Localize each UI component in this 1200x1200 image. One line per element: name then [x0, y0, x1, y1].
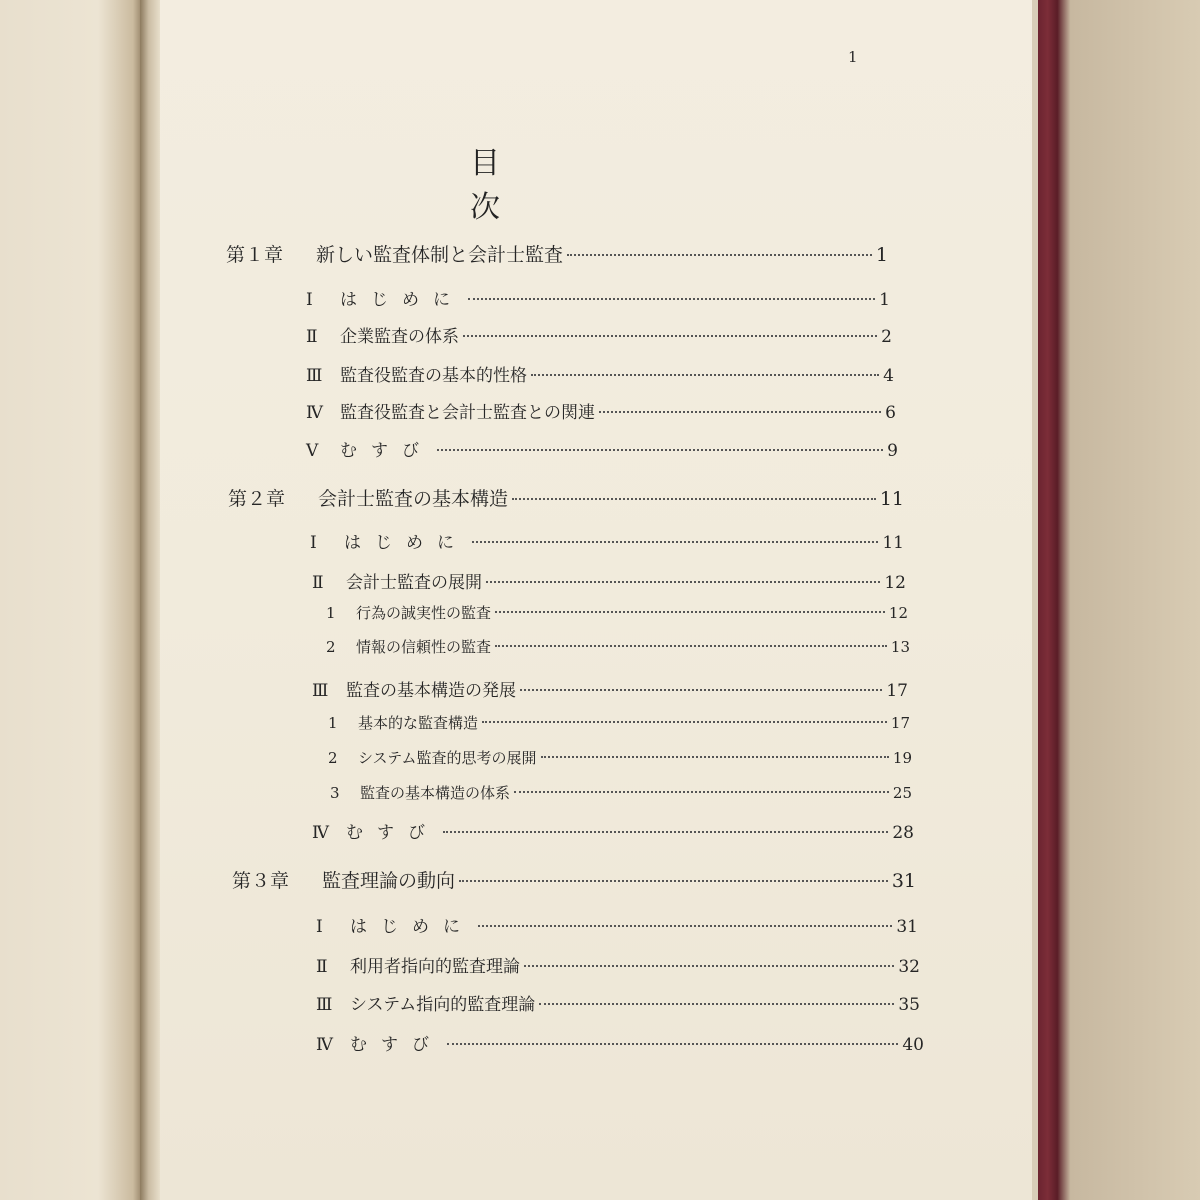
section-number: Ⅳ — [316, 1035, 333, 1055]
dot-leader — [447, 1043, 898, 1045]
page-ref: 32 — [898, 957, 920, 977]
section-number: Ⅳ — [306, 403, 323, 423]
page-ref: 12 — [884, 573, 906, 593]
page-ref: 1 — [879, 290, 890, 310]
toc-section[interactable] — [316, 990, 920, 1015]
section-title: 利用者指向的監査理論 — [350, 957, 520, 977]
page-ref: 40 — [902, 1035, 924, 1055]
dot-leader — [524, 965, 894, 967]
page-ref: 13 — [890, 638, 910, 656]
page-ref: 28 — [892, 823, 914, 843]
subsection-title: 基本的な監査構造 — [358, 714, 479, 732]
dot-leader — [443, 831, 888, 833]
section-number: Ⅱ — [312, 573, 324, 593]
section-title: 監査役監査と会計士監査との関連 — [340, 403, 595, 423]
dot-leader — [567, 254, 872, 256]
subsection-number: 3 — [330, 784, 340, 802]
subsection-number: 1 — [326, 604, 336, 622]
toc-title: 目 次 — [470, 146, 658, 225]
dot-leader — [468, 298, 875, 300]
dot-leader — [495, 645, 887, 647]
section-number: Ⅰ — [310, 533, 317, 553]
toc-section[interactable] — [306, 398, 896, 423]
section-number: Ⅱ — [316, 957, 328, 977]
toc-section[interactable] — [312, 676, 908, 701]
subsection-title: システム監査的思考の展開 — [358, 749, 537, 767]
toc-subsection[interactable] — [326, 602, 908, 623]
section-title: システム指向的監査理論 — [350, 995, 536, 1015]
toc-section[interactable] — [316, 912, 918, 937]
left-page — [0, 0, 140, 1200]
section-title: 監査の基本構造の発展 — [346, 681, 516, 701]
dot-leader — [486, 581, 880, 583]
dot-leader — [599, 411, 881, 413]
toc-subsection[interactable] — [328, 747, 912, 768]
toc-chapter[interactable] — [226, 240, 888, 267]
toc-section[interactable] — [306, 322, 892, 347]
subsection-title: 監査の基本構造の体系 — [360, 784, 511, 802]
chapter-number: 第１章 — [226, 244, 284, 266]
section-number: Ⅱ — [306, 327, 318, 347]
dot-leader — [541, 756, 889, 758]
page-ref: 25 — [892, 784, 912, 802]
dot-leader — [463, 335, 877, 337]
section-title: むすび — [350, 1035, 443, 1055]
toc-section[interactable] — [306, 436, 898, 461]
section-title: 企業監査の体系 — [340, 327, 459, 347]
section-title: はじめに — [350, 917, 474, 937]
toc-subsection[interactable] — [326, 636, 910, 657]
section-title: 監査役監査の基本的性格 — [340, 366, 527, 386]
section-title: 会計士監査の展開 — [346, 573, 482, 593]
page-ref: 19 — [892, 749, 912, 767]
section-number: Ⅲ — [306, 366, 323, 386]
dot-leader — [495, 611, 885, 613]
page-ref: 9 — [887, 441, 898, 461]
toc-chapter[interactable] — [232, 866, 916, 893]
section-title: はじめに — [344, 533, 468, 553]
subsection-number: 1 — [328, 714, 338, 732]
section-title: はじめに — [340, 290, 464, 310]
page-ref: 17 — [886, 681, 908, 701]
section-title: むすび — [340, 441, 433, 461]
dot-leader — [520, 689, 882, 691]
page-ref: 4 — [883, 366, 894, 386]
toc-chapter[interactable] — [228, 484, 904, 511]
subsection-number: 2 — [328, 749, 338, 767]
page-ref: 12 — [888, 604, 908, 622]
section-number: Ⅳ — [312, 823, 329, 843]
dot-leader — [478, 925, 892, 927]
page-ref: 2 — [881, 327, 892, 347]
section-title: むすび — [346, 823, 439, 843]
page-ref: 11 — [879, 488, 904, 510]
section-number: Ⅲ — [316, 995, 333, 1015]
subsection-title: 行為の誠実性の監査 — [356, 604, 492, 622]
chapter-title: 会計士監査の基本構造 — [318, 488, 509, 510]
toc-section[interactable] — [306, 361, 894, 386]
toc-section[interactable] — [312, 568, 906, 593]
chapter-number: 第３章 — [232, 870, 290, 892]
dot-leader — [539, 1003, 894, 1005]
dot-leader — [459, 880, 888, 882]
page-ref: 35 — [898, 995, 920, 1015]
page-ref: 31 — [896, 917, 918, 937]
page-ref: 11 — [882, 533, 904, 553]
subsection-number: 2 — [326, 638, 336, 656]
dot-leader — [514, 791, 889, 793]
page-ref: 6 — [885, 403, 896, 423]
page-ref: 17 — [890, 714, 910, 732]
page-number: 1 — [848, 48, 858, 66]
toc-section[interactable] — [316, 1030, 924, 1055]
dot-leader — [437, 449, 883, 451]
toc-section[interactable] — [310, 528, 904, 553]
dot-leader — [482, 721, 887, 723]
dot-leader — [472, 541, 878, 543]
book-cover-edge — [1038, 0, 1200, 1200]
page-ref: 1 — [875, 244, 888, 266]
section-number: Ⅲ — [312, 681, 329, 701]
dot-leader — [512, 498, 876, 500]
page-ref: 31 — [891, 870, 916, 892]
section-number: Ⅴ — [306, 441, 319, 461]
toc-section[interactable] — [312, 818, 914, 843]
section-number: Ⅰ — [316, 917, 323, 937]
subsection-title: 情報の信頼性の監査 — [356, 638, 492, 656]
gutter-shadow — [140, 0, 162, 1200]
chapter-number: 第２章 — [228, 488, 286, 510]
chapter-title: 監査理論の動向 — [322, 870, 456, 892]
toc-section[interactable] — [306, 285, 890, 310]
section-number: Ⅰ — [306, 290, 313, 310]
toc-subsection[interactable] — [330, 782, 912, 803]
toc-section[interactable] — [316, 952, 920, 977]
dot-leader — [531, 374, 879, 376]
chapter-title: 新しい監査体制と会計士監査 — [316, 244, 564, 266]
toc-subsection[interactable] — [328, 712, 910, 733]
